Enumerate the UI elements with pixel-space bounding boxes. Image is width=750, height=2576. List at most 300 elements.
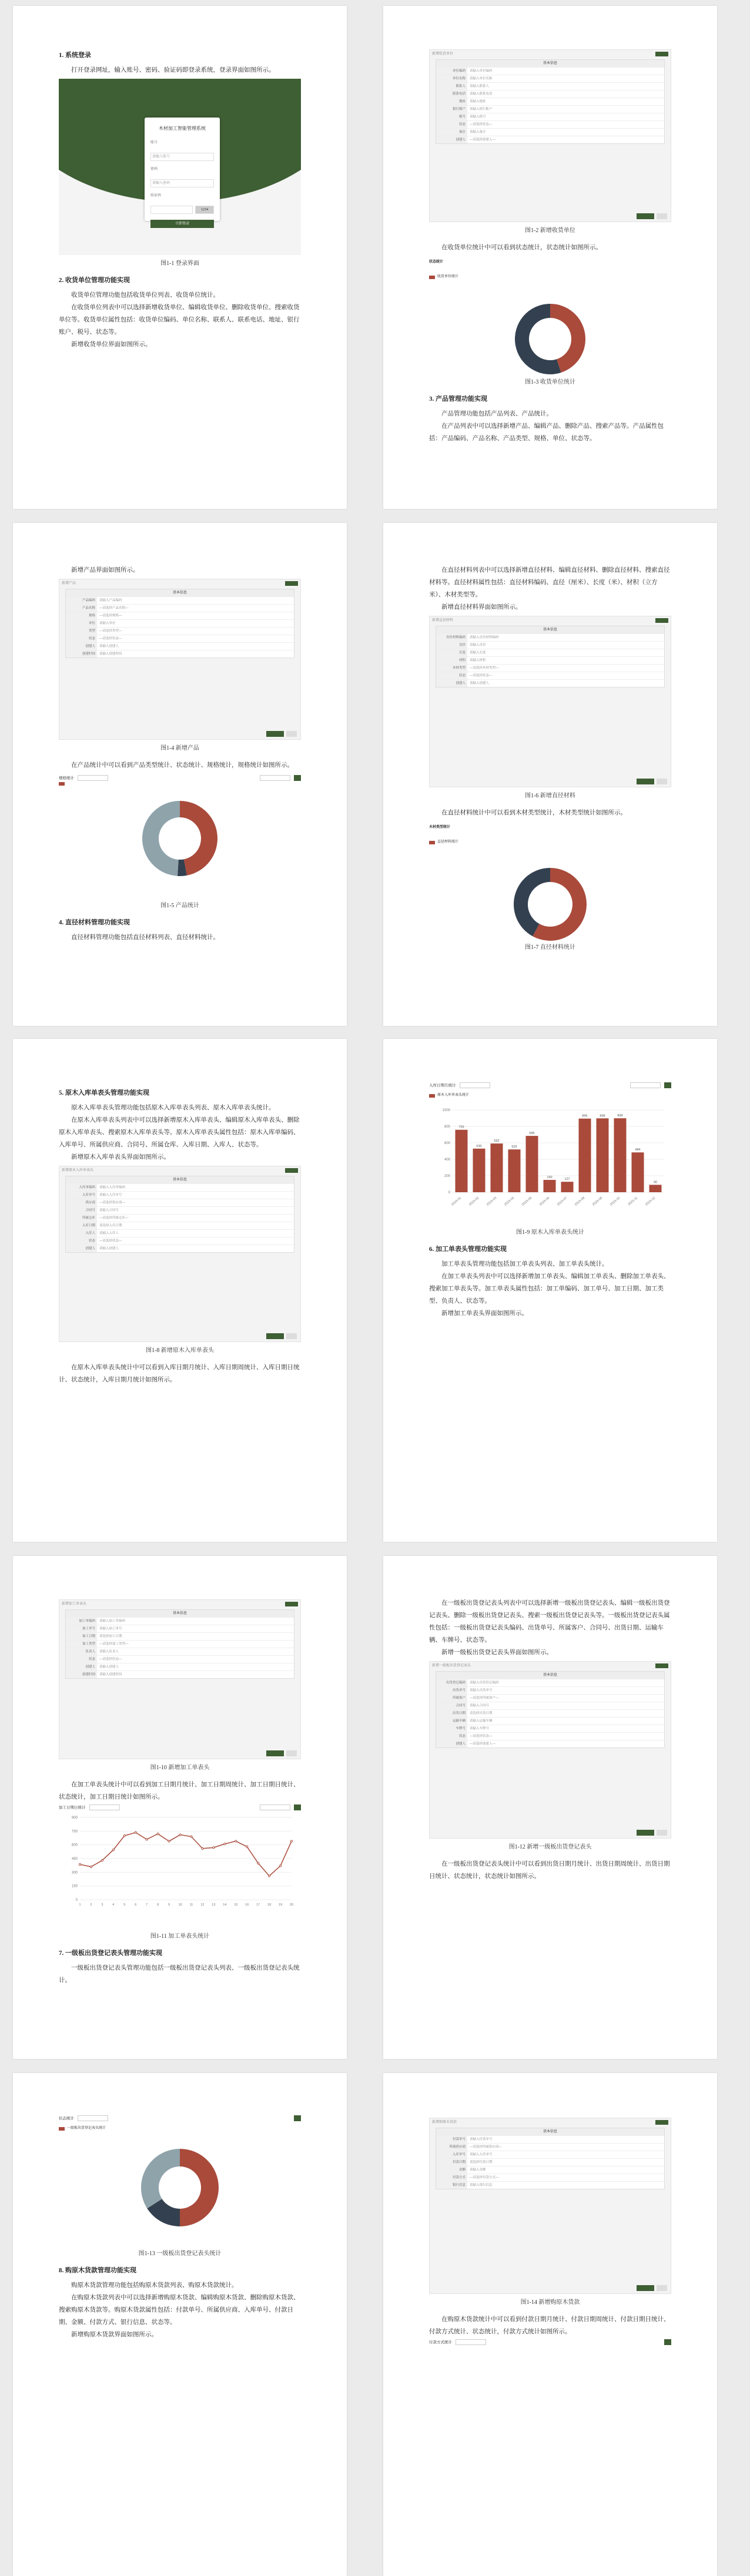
data-point <box>235 1840 237 1842</box>
form-row <box>66 1663 294 1671</box>
form-screenshot <box>59 1166 301 1342</box>
field-input[interactable]: 请输入创建时间 <box>99 1673 122 1676</box>
field-input[interactable]: —请选择所属仓库— <box>99 1216 129 1220</box>
form-row <box>436 679 664 687</box>
field-input[interactable]: 请输入单位编码 <box>470 69 493 73</box>
field-input[interactable]: 请输入创建人 <box>99 1247 119 1250</box>
password-label: 密码 <box>150 167 158 171</box>
data-label: 899 <box>617 1114 623 1118</box>
section-heading: 3. 产品管理功能实现 <box>429 395 487 402</box>
close-button[interactable] <box>655 1663 668 1668</box>
submit-button[interactable] <box>637 213 654 219</box>
pie-slice <box>141 2149 180 2208</box>
form-row <box>66 1229 294 1237</box>
field-input[interactable]: 请输入直径材料编码 <box>470 636 499 639</box>
doc-page-1 <box>13 6 347 509</box>
pie-slice <box>180 2149 219 2226</box>
search-button[interactable] <box>664 2339 671 2345</box>
field-input[interactable]: —请选择状态— <box>99 637 122 640</box>
form-row <box>66 1617 294 1625</box>
submit-button[interactable] <box>266 1750 284 1756</box>
field-input[interactable]: 请输入入库单号 <box>99 1193 122 1197</box>
x-tick-label: 6 <box>135 1903 137 1907</box>
field-label: 状态 <box>436 1733 467 1740</box>
data-point <box>279 1865 281 1867</box>
field-input[interactable]: 请输入金额 <box>470 2168 486 2172</box>
field-label: 金额 <box>436 2166 467 2174</box>
field-input[interactable]: —请选择供应商— <box>99 1201 126 1205</box>
x-tick-label: 3 <box>101 1903 103 1907</box>
submit-button[interactable] <box>266 1333 284 1339</box>
field-input[interactable]: 请输入创建人 <box>99 1665 119 1669</box>
field-input[interactable]: —请选择加工类型— <box>99 1642 129 1646</box>
filter-label: 加工日期日统计 <box>59 1805 86 1810</box>
data-point <box>168 1840 170 1842</box>
search-button[interactable] <box>294 2115 301 2121</box>
field-label: 加工日期 <box>66 1633 97 1640</box>
form-screenshot <box>59 1599 301 1759</box>
x-tick-label: 2023-04 <box>503 1196 515 1207</box>
y-tick-label: 400 <box>444 1158 450 1162</box>
form-title: 新增直径材料 <box>432 618 454 622</box>
x-tick-label: 2023-09 <box>591 1196 604 1207</box>
form-title: 新增产品 <box>62 581 76 585</box>
field-label: 备注 <box>436 129 467 136</box>
field-input[interactable]: 请输入创建人 <box>99 645 119 648</box>
x-tick-label: 11 <box>189 1903 193 1907</box>
data-label: 150 <box>547 1176 553 1179</box>
y-tick-label: 0 <box>75 1899 78 1902</box>
form-row <box>66 596 294 604</box>
field-input[interactable]: —请选择创建人— <box>470 138 496 142</box>
form-row <box>436 2151 664 2158</box>
form-row <box>66 1183 294 1191</box>
field-input[interactable]: 请输入单位名称 <box>470 77 493 80</box>
form-screenshot <box>429 616 671 787</box>
field-label: 出货日期 <box>436 1710 467 1717</box>
form-row <box>436 633 664 641</box>
field-input[interactable]: 请选择入库日期 <box>99 1224 122 1227</box>
legend-swatch <box>429 841 435 844</box>
data-point <box>224 1843 226 1845</box>
field-label: 创建人 <box>66 1245 97 1252</box>
field-input[interactable]: 请输入付款单号 <box>470 2138 493 2141</box>
field-label: 直径材料编码 <box>436 634 467 641</box>
x-tick-label: 19 <box>278 1903 283 1907</box>
field-input[interactable]: 请输入出货单号 <box>470 1689 493 1692</box>
doc-page-3 <box>13 523 347 1026</box>
field-label: 联系人 <box>436 83 467 90</box>
figure-caption: 图1-9 原木入库单表头统计 <box>516 1229 584 1236</box>
paragraph: 在直径材料列表中可以选择新增直径材料、编辑直径材料、删除直径材料、搜索直径材料等。直径材料属性包括：直径材料编码、直径（厘米）、长度（米）、材积（立方米）、木材类型等。 <box>429 567 670 598</box>
y-tick-label: 750 <box>71 1830 78 1834</box>
form-header: 基本信息 <box>436 1672 664 1679</box>
section-heading: 5. 原木入库单表头管理功能实现 <box>59 1089 149 1096</box>
bar <box>456 1130 468 1192</box>
data-point <box>101 1860 103 1861</box>
x-tick-label: 18 <box>267 1903 272 1907</box>
field-label: 出货单号 <box>436 1687 467 1694</box>
form-row <box>436 1732 664 1740</box>
field-input[interactable]: 请输入出货登记编码 <box>470 1681 499 1685</box>
field-input[interactable]: 请选择加工日期 <box>99 1635 122 1638</box>
form-row <box>436 75 664 82</box>
form-row <box>66 1655 294 1663</box>
field-input[interactable]: 请输入产品编码 <box>99 599 122 602</box>
form-row <box>66 1191 294 1199</box>
cancel-button[interactable] <box>286 1750 297 1756</box>
form-row <box>66 619 294 627</box>
filter-label: 付款方式统计 <box>429 2340 452 2344</box>
field-label: 入库单编码 <box>66 1184 97 1191</box>
figure-caption: 图1-13 一级板出货登记表头统计 <box>138 2250 222 2257</box>
filter-select[interactable] <box>260 1804 290 1810</box>
pie-slice <box>180 801 217 876</box>
data-point <box>146 1839 148 1840</box>
form-title: 新增购原木货款 <box>432 2120 457 2124</box>
field-input[interactable]: —请选择付款方式— <box>470 2176 499 2179</box>
field-input[interactable]: 请输入入库人 <box>99 1232 119 1235</box>
form-row <box>436 2143 664 2151</box>
search-button[interactable] <box>664 1082 671 1088</box>
cancel-button[interactable] <box>286 731 297 737</box>
x-tick-label: 2023-02 <box>468 1196 480 1207</box>
field-label: 银行信息 <box>436 2182 467 2189</box>
x-tick-label: 7 <box>146 1903 148 1907</box>
field-label: 地址 <box>436 98 467 105</box>
field-label: 直径 <box>436 642 467 649</box>
field-input[interactable]: —请选择状态— <box>99 1658 122 1661</box>
filter-select[interactable] <box>630 1082 661 1088</box>
data-point <box>269 1875 270 1877</box>
x-tick-label: 4 <box>112 1903 115 1907</box>
paragraph: 在加工单表头统计中可以看到加工日期月统计、加工日期周统计、加工日期日统计、状态统计，加工日期日统计如图所示。 <box>59 1782 300 1800</box>
field-label: 合同号 <box>436 1702 467 1709</box>
field-input[interactable]: 请输入运输车辆 <box>470 1719 493 1723</box>
field-input[interactable]: 请输入入库单编码 <box>99 1186 126 1189</box>
search-button[interactable] <box>294 775 301 781</box>
doc-page-6 <box>383 1039 717 1542</box>
paragraph: 在原木入库单表头统计中可以看到入库日期月统计、入库日期周统计、入库日期日统计、状态统计，入库日期月统计如图所示。 <box>59 1364 300 1383</box>
filter-select[interactable] <box>456 2339 486 2345</box>
section-heading: 2. 收货单位管理功能实现 <box>59 277 130 284</box>
close-button[interactable] <box>285 581 298 586</box>
field-input[interactable]: 请输入材积 <box>470 659 486 662</box>
field-label: 出货登记编码 <box>436 1679 467 1686</box>
cancel-button[interactable] <box>657 1830 667 1836</box>
x-tick-label: 2023-01 <box>450 1196 463 1207</box>
form-row <box>436 2174 664 2181</box>
filter-select[interactable] <box>89 1804 120 1810</box>
field-input[interactable]: —请选择所属供应商— <box>470 2145 503 2149</box>
form-title: 新增加工单表头 <box>62 1602 87 1606</box>
field-input[interactable]: 请输入银行信息 <box>470 2183 493 2187</box>
form-panel <box>65 1609 294 1679</box>
figure-caption: 图1-7 直径材料统计 <box>525 944 575 951</box>
cancel-button[interactable] <box>657 213 667 219</box>
y-tick-label: 200 <box>444 1175 450 1178</box>
x-tick-label: 10 <box>178 1903 182 1907</box>
filter-select[interactable] <box>78 2115 108 2121</box>
form-row <box>436 649 664 656</box>
form-row <box>66 612 294 619</box>
form-screenshot <box>429 1661 671 1839</box>
field-input[interactable]: —请选择状态— <box>470 123 493 126</box>
field-input[interactable]: —请选择状态— <box>470 674 493 677</box>
user-input[interactable]: 请输入账号 <box>150 153 214 161</box>
captcha-input[interactable] <box>150 206 193 214</box>
section-heading: 8. 购原木货款管理功能实现 <box>59 2267 136 2274</box>
legend-label: 直径材料统计 <box>437 840 459 844</box>
data-point <box>157 1833 159 1834</box>
figure-caption: 图1-10 新增加工单表头 <box>150 1765 210 1771</box>
data-label: 898 <box>600 1114 605 1118</box>
close-button[interactable] <box>655 52 668 56</box>
form-row <box>436 2181 664 2189</box>
form-row <box>66 635 294 642</box>
search-button[interactable] <box>294 1804 301 1810</box>
form-row <box>66 1632 294 1640</box>
x-tick-label: 2023-05 <box>521 1196 533 1207</box>
y-tick-label: 800 <box>444 1125 450 1129</box>
field-input[interactable]: 请输入单位 <box>99 622 116 625</box>
user-label: 账号 <box>150 141 158 145</box>
figure-caption: 图1-3 收货单位统计 <box>525 379 575 385</box>
pie-slice <box>142 801 180 876</box>
paragraph: 在加工单表头列表中可以选择新增加工单表头、编辑加工单表头、删除加工单表头、搜索加工单表头等。加工单表头属性包括：加工单编码、加工单号、加工日期、加工类型、负责人、状态等。 <box>429 1273 670 1304</box>
form-header: 基本信息 <box>66 1610 294 1617</box>
field-input[interactable]: 请输入税号 <box>470 115 486 119</box>
field-input[interactable]: —请选择规格— <box>99 614 122 618</box>
field-label: 所属供应商 <box>436 2144 467 2151</box>
field-input[interactable]: 请输入加工单编码 <box>99 1619 126 1623</box>
form-header: 基本信息 <box>436 60 664 67</box>
field-label: 创建时间 <box>66 1671 97 1678</box>
form-row <box>436 664 664 672</box>
section-heading: 1. 系统登录 <box>59 52 91 59</box>
figure-caption: 图1-4 新增产品 <box>160 745 199 752</box>
field-input[interactable]: 请输入合同号 <box>99 1209 119 1212</box>
field-input[interactable]: 请输入合同号 <box>470 1704 490 1708</box>
filter-select[interactable] <box>78 775 108 781</box>
form-row <box>436 136 664 143</box>
paragraph: 新增一级板出货登记表头界面如图所示。 <box>441 1649 553 1656</box>
chart-title: 木材类型统计 <box>429 826 451 829</box>
legend-label: 收货单位统计 <box>437 275 459 279</box>
paragraph: 在直径材料统计中可以看到木材类型统计，木材类型统计如图所示。 <box>441 810 627 816</box>
field-input[interactable]: 请输入创建时间 <box>99 652 122 656</box>
form-row <box>436 672 664 679</box>
figure-caption: 图1-1 登录界面 <box>160 260 199 267</box>
field-input[interactable]: —请选择木材类型— <box>470 666 499 670</box>
field-label: 入库日期 <box>66 1222 97 1229</box>
form-title: 新增收货单位 <box>432 52 454 56</box>
paragraph: 加工单表头管理功能包括加工单表头列表、加工单表头统计。 <box>441 1261 608 1267</box>
cancel-button[interactable] <box>657 779 667 784</box>
data-label: 895 <box>582 1114 588 1118</box>
field-label: 规格 <box>66 612 97 619</box>
data-point <box>135 1832 136 1833</box>
chart-container <box>429 821 671 939</box>
donut-chart <box>59 786 301 891</box>
form-row <box>66 1625 294 1632</box>
field-label: 所属客户 <box>436 1695 467 1702</box>
field-input[interactable]: 请输入地址 <box>470 100 486 103</box>
x-tick-label: 12 <box>200 1903 205 1907</box>
login-title: 木材加工智能管理系统 <box>159 126 206 131</box>
submit-button[interactable] <box>637 1830 654 1836</box>
paragraph: 新增产品界面如图所示。 <box>71 567 139 573</box>
field-input[interactable]: —请选择状态— <box>470 1735 493 1738</box>
paragraph: 在购原木货款列表中可以选择新增购原木货款、编辑购原木货款、删除购原木货款、搜索购原木货款等。购原木货款属性包括：付款单号、所属供应商、入库单号、付款日期、金额、付款方式、银行信息、状态等。 <box>59 2295 300 2326</box>
paragraph: 购原木货款管理功能包括购原木货款列表、购原木货款统计。 <box>71 2282 238 2289</box>
form-row <box>436 2158 664 2166</box>
data-point <box>246 1846 248 1847</box>
data-label: 685 <box>529 1132 535 1136</box>
figure-caption: 图1-6 新增直径材料 <box>525 793 575 799</box>
form-row <box>436 1717 664 1725</box>
field-input[interactable]: 请选择出货日期 <box>470 1712 493 1715</box>
field-input[interactable]: 请输入联系人 <box>470 85 490 88</box>
section-heading: 4. 直径材料管理功能实现 <box>59 919 130 926</box>
field-label: 付款方式 <box>436 2174 467 2181</box>
form-panel <box>436 1671 665 1748</box>
figure-caption: 图1-2 新增收货单位 <box>525 227 575 234</box>
form-row <box>436 2166 664 2174</box>
doc-page-2 <box>383 6 717 509</box>
filter-label: 规格统计 <box>59 776 74 780</box>
close-button[interactable] <box>655 618 668 623</box>
form-header: 基本信息 <box>436 626 664 633</box>
y-tick-label: 450 <box>71 1857 78 1861</box>
cancel-button[interactable] <box>657 2285 667 2291</box>
form-panel <box>436 626 665 687</box>
x-tick-label: 2023-06 <box>538 1196 551 1207</box>
form-row <box>436 128 664 136</box>
field-label: 供应商 <box>66 1199 97 1206</box>
y-tick-label: 150 <box>71 1884 78 1889</box>
field-input[interactable]: 请输入直径 <box>470 643 486 647</box>
data-point <box>79 1863 81 1865</box>
field-input[interactable]: —请选择所属客户— <box>470 1696 499 1700</box>
field-label: 状态 <box>436 672 467 679</box>
paragraph: 在收货单位列表中可以选择新增收货单位、编辑收货单位、删除收货单位、搜索收货单位等。收货单位属性包括：收货单位编码、单位名称、联系人、联系电话、地址、银行账户、税号、状态等。 <box>59 304 300 336</box>
field-input[interactable]: —请选择类型— <box>99 629 122 633</box>
close-button[interactable] <box>285 1168 298 1173</box>
field-input[interactable]: 请输入负责人 <box>99 1650 119 1653</box>
captcha-image[interactable]: 1234 <box>195 206 214 214</box>
data-label: 530 <box>476 1144 482 1148</box>
y-tick-label: 900 <box>71 1816 78 1820</box>
filter-label: 入库日期月统计 <box>429 1083 456 1088</box>
paragraph: 在产品统计中可以看到产品类型统计、状态统计、规格统计，规格统计如图所示。 <box>71 762 293 769</box>
field-label: 创建人 <box>436 680 467 687</box>
field-input[interactable]: —请选择状态— <box>99 1239 122 1243</box>
field-input[interactable]: 请选择付款日期 <box>470 2161 493 2164</box>
form-panel <box>436 2128 665 2189</box>
field-input[interactable]: 请输入加工单号 <box>99 1627 122 1631</box>
data-label: 592 <box>494 1139 500 1143</box>
bar <box>614 1118 627 1192</box>
submit-button[interactable] <box>266 731 284 737</box>
section-heading: 6. 加工单表头管理功能实现 <box>429 1246 507 1253</box>
form-row <box>66 1199 294 1206</box>
field-label: 产品名称 <box>66 605 97 612</box>
submit-button[interactable] <box>637 779 654 784</box>
paragraph: 在原木入库单表头列表中可以选择新增原木入库单表头、编辑原木入库单表头、删除原木入库单表头、搜索原木入库单表头等。原木入库单表头属性包括：原木入库单编码、入库单号、所属供应商、合同号、所属仓库、入库日期、入库人、状态等。 <box>59 1117 300 1148</box>
field-label: 状态 <box>436 121 467 128</box>
form-row <box>436 1740 664 1747</box>
x-tick-label: 1 <box>79 1903 81 1907</box>
field-input[interactable]: 请输入长度 <box>470 651 486 655</box>
x-tick-label: 2023-10 <box>609 1196 621 1207</box>
cancel-button[interactable] <box>286 1333 297 1339</box>
filter-select[interactable] <box>260 775 290 781</box>
field-label: 单位编码 <box>436 68 467 75</box>
data-point <box>202 1847 203 1849</box>
field-label: 状态 <box>66 1237 97 1245</box>
x-tick-label: 16 <box>245 1903 249 1907</box>
login-box <box>145 118 220 226</box>
submit-button[interactable] <box>637 2285 654 2291</box>
field-input[interactable]: 请输入入库单号 <box>470 2153 493 2156</box>
field-label: 付款日期 <box>436 2159 467 2166</box>
captcha-label: 验证码 <box>150 194 162 197</box>
field-label: 产品编码 <box>66 597 97 604</box>
form-row <box>66 1237 294 1245</box>
login-screenshot <box>59 79 301 255</box>
x-tick-label: 9 <box>168 1903 170 1907</box>
close-button[interactable] <box>285 1602 298 1606</box>
doc-page-7 <box>13 1556 347 2059</box>
paragraph: 新增购原木货款界面如图所示。 <box>71 2332 158 2338</box>
y-tick-label: 0 <box>448 1191 450 1195</box>
bar-chart <box>429 1102 671 1219</box>
form-row <box>66 650 294 658</box>
field-input[interactable]: 请输入备注 <box>470 130 486 134</box>
field-label: 创建人 <box>66 1663 97 1671</box>
form-row <box>436 120 664 128</box>
chart-container <box>429 256 671 374</box>
form-title: 新增一级板出货登记表头 <box>432 1663 471 1668</box>
login-button[interactable]: 立即登录 <box>150 220 214 228</box>
data-label: 127 <box>564 1178 570 1182</box>
field-input[interactable]: 请输入创建人 <box>470 682 490 685</box>
field-label: 车牌号 <box>436 1725 467 1732</box>
x-tick-label: 2023-08 <box>574 1196 586 1207</box>
figure-caption: 图1-5 产品统计 <box>160 903 199 909</box>
close-button[interactable] <box>655 2120 668 2125</box>
password-input[interactable]: 请输入密码 <box>150 179 214 187</box>
paragraph: 新增原木入库单表头界面如图所示。 <box>71 1154 170 1160</box>
field-label: 创建人 <box>66 643 97 650</box>
x-tick-label: 2023-11 <box>627 1196 639 1207</box>
paragraph: 在产品列表中可以选择新增产品、编辑产品、删除产品、搜索产品等。产品属性包括：产品编码、产品名称、产品类型、规格、单位、状态等。 <box>429 423 664 442</box>
paragraph: 新增收货单位界面如图所示。 <box>71 341 152 348</box>
y-tick-label: 1000 <box>442 1109 450 1112</box>
filter-select[interactable] <box>460 1082 490 1088</box>
form-row <box>66 1671 294 1678</box>
field-input[interactable]: —请选择创建人— <box>470 1742 496 1746</box>
data-label: 759 <box>458 1125 464 1129</box>
x-tick-label: 8 <box>157 1903 159 1907</box>
data-point <box>123 1835 125 1837</box>
field-input[interactable]: 请输入银行账户 <box>470 108 493 111</box>
form-row <box>436 98 664 105</box>
field-input[interactable]: 请输入联系电话 <box>470 92 493 96</box>
field-input[interactable]: 请输入车牌号 <box>470 1727 490 1730</box>
field-input[interactable]: —请选择产品名称— <box>99 606 129 610</box>
